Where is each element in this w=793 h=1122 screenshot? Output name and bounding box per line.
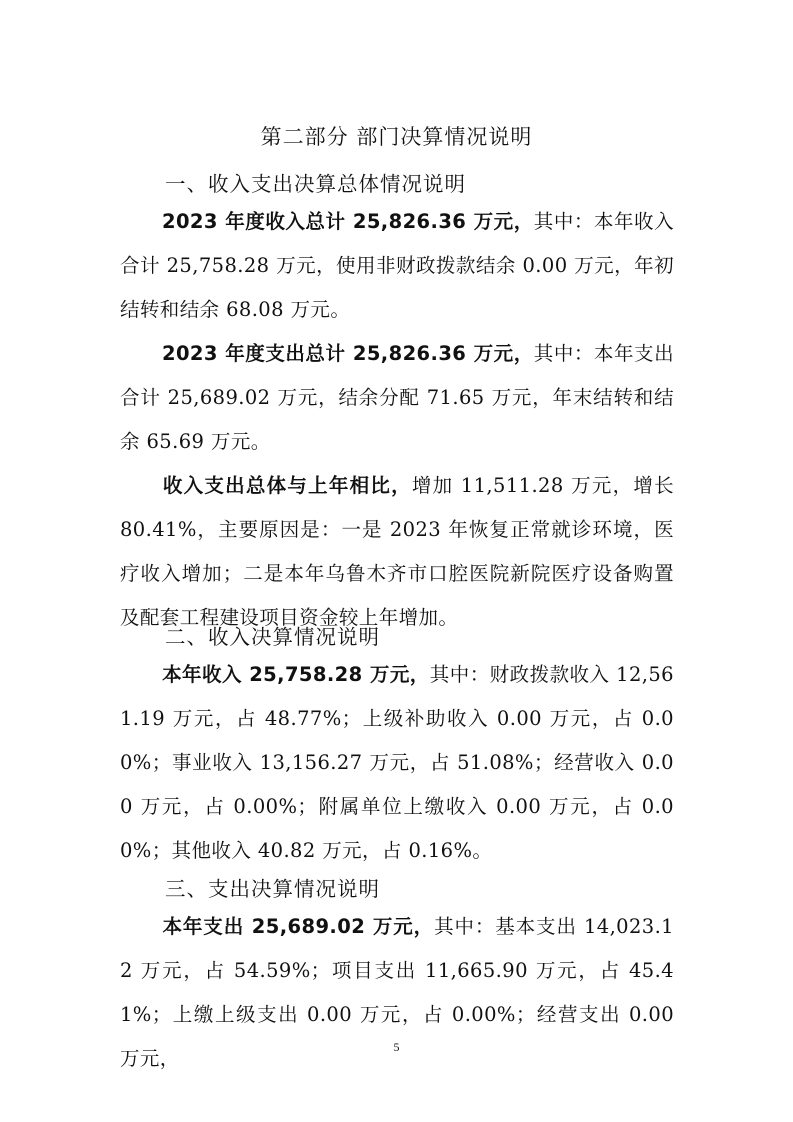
section-heading-income: 二、收入决算情况说明 (165, 625, 380, 649)
paragraph-text: 其中：基本支出 14,023.12 万元，占 54.59%；项目支出 11,665.90 万元，占 45.41%；上缴上级支出 0.00 万元，占 0.00%；经营支出 0.00 万元， (120, 915, 674, 1070)
paragraph-text: 增加 11,511.28 万元，增长 80.41%，主要原因是：一是 2023 年恢复正常就诊环境，医疗收入增加；二是本年乌鲁木齐市口腔医院新院医疗设备购置及配套工程建设项目资金较上年增加。 (120, 474, 674, 629)
section-heading-expense: 三、支出决算情况说明 (165, 877, 380, 901)
document-title: 第二部分 部门决算情况说明 (260, 125, 533, 149)
paragraph-expense-total (120, 332, 674, 464)
section-heading-overall: 一、收入支出决算总体情况说明 (165, 172, 466, 196)
paragraph-text: 其中：本年支出合计 25,689.02 万元，结余分配 71.65 万元，年末结转和结余 65.69 万元。 (120, 342, 674, 453)
paragraph-year-comparison (120, 464, 674, 640)
page-number: 5 (393, 1040, 400, 1054)
paragraph-lead: 2023 年度支出总计 25,826.36 万元， (162, 342, 534, 365)
paragraph-lead: 本年支出 25,689.02 万元， (162, 915, 435, 938)
paragraph-text: 其中：本年收入合计 25,758.28 万元，使用非财政拨款结余 0.00 万元，年初结转和结余 68.08 万元。 (120, 210, 674, 321)
paragraph-lead: 收入支出总体与上年相比， (162, 474, 412, 497)
paragraph-lead: 2023 年度收入总计 25,826.36 万元， (162, 210, 534, 233)
paragraph-income-breakdown (120, 653, 674, 873)
paragraph-lead: 本年收入 25,758.28 万元， (162, 663, 430, 686)
paragraph-income-total (120, 200, 674, 332)
paragraph-text: 其中：财政拨款收入 12,561.19 万元，占 48.77%；上级补助收入 0.00 万元，占 0.00%；事业收入 13,156.27 万元，占 51.08%；经营收入 0.00 万元，占 0.00%；附属单位上缴收入 0.00 万元，占 0.00%；其他收入 40.82 万元，占 0.16%。 (120, 663, 674, 862)
